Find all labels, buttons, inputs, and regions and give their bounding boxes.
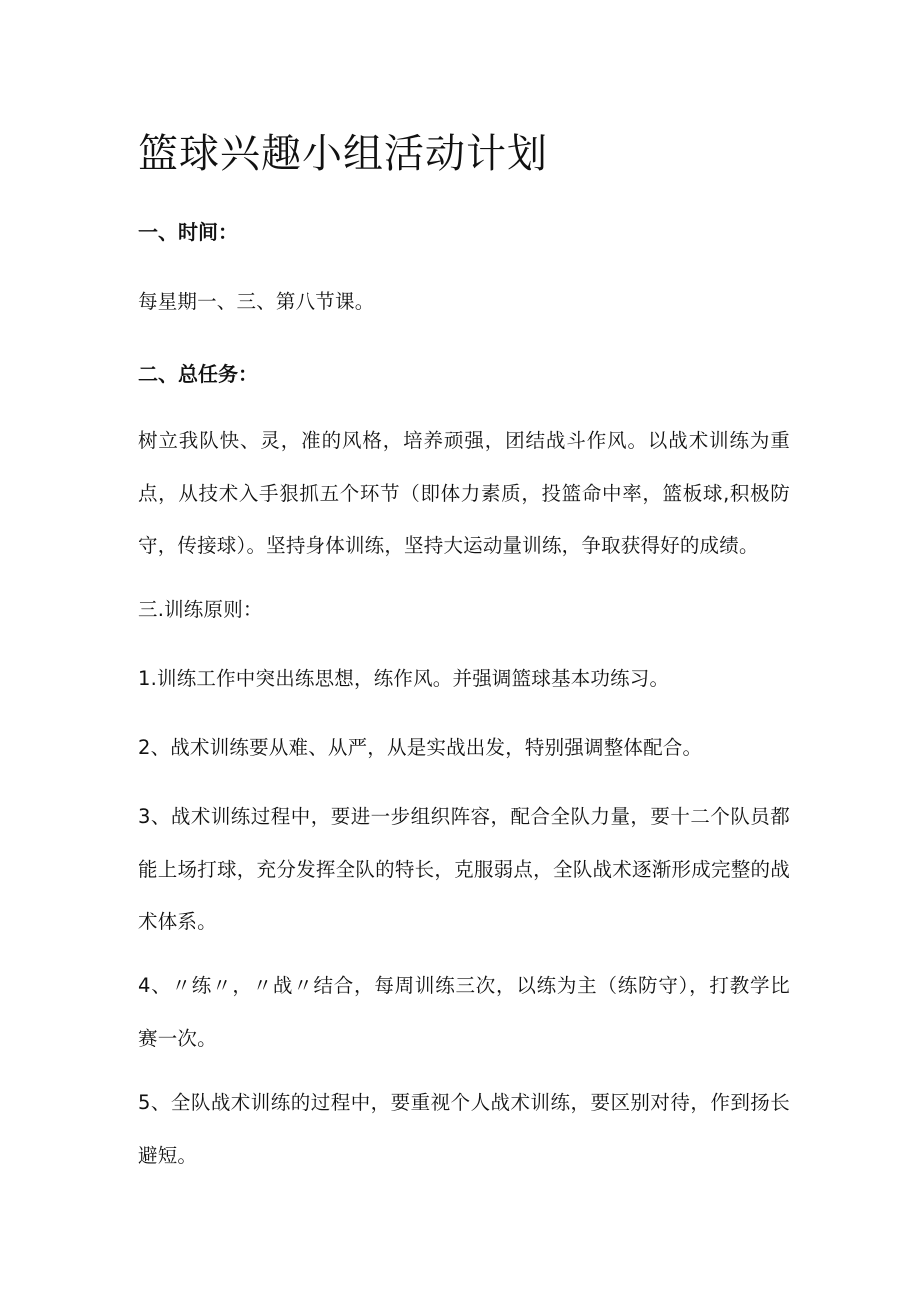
- paragraph-time: 每星期一、三、第八节课。: [138, 290, 375, 313]
- section-heading-time: 一、时间：: [138, 220, 238, 244]
- principle-item-1: 1.训练工作中突出练思想，练作风。并强调篮球基本功练习。: [138, 667, 670, 690]
- section-heading-principles: 三.训练原则：: [138, 598, 263, 621]
- principle-item-5: 5、全队战术训练的过程中，要重视个人战术训练，要区别对待，作到扬长避短。: [138, 1091, 790, 1167]
- section-heading-task: 二、总任务：: [138, 362, 258, 386]
- paragraph-task: 树立我队快、灵，准的风格，培养顽强，团结战斗作风。以战术训练为重点，从技术入手狠抓五个环节（即体力素质，投篮命中率，篮板球,积极防守，传接球）。坚持身体训练，坚持大运动量训练，争取获得好的成绩。: [138, 429, 790, 557]
- principle-item-4: 4、〃练〃，〃战〃结合，每周训练三次，以练为主（练防守），打教学比赛一次。: [138, 974, 790, 1050]
- principle-item-3: 3、战术训练过程中，要进一步组织阵容，配合全队力量，要十二个队员都能上场打球，充分发挥全队的特长，克服弱点，全队战术逐渐形成完整的战术体系。: [138, 805, 790, 933]
- document-title: 篮球兴趣小组活动计划: [138, 131, 548, 177]
- principle-item-2: 2、战术训练要从难、从严，从是实战出发，特别强调整体配合。: [138, 736, 703, 759]
